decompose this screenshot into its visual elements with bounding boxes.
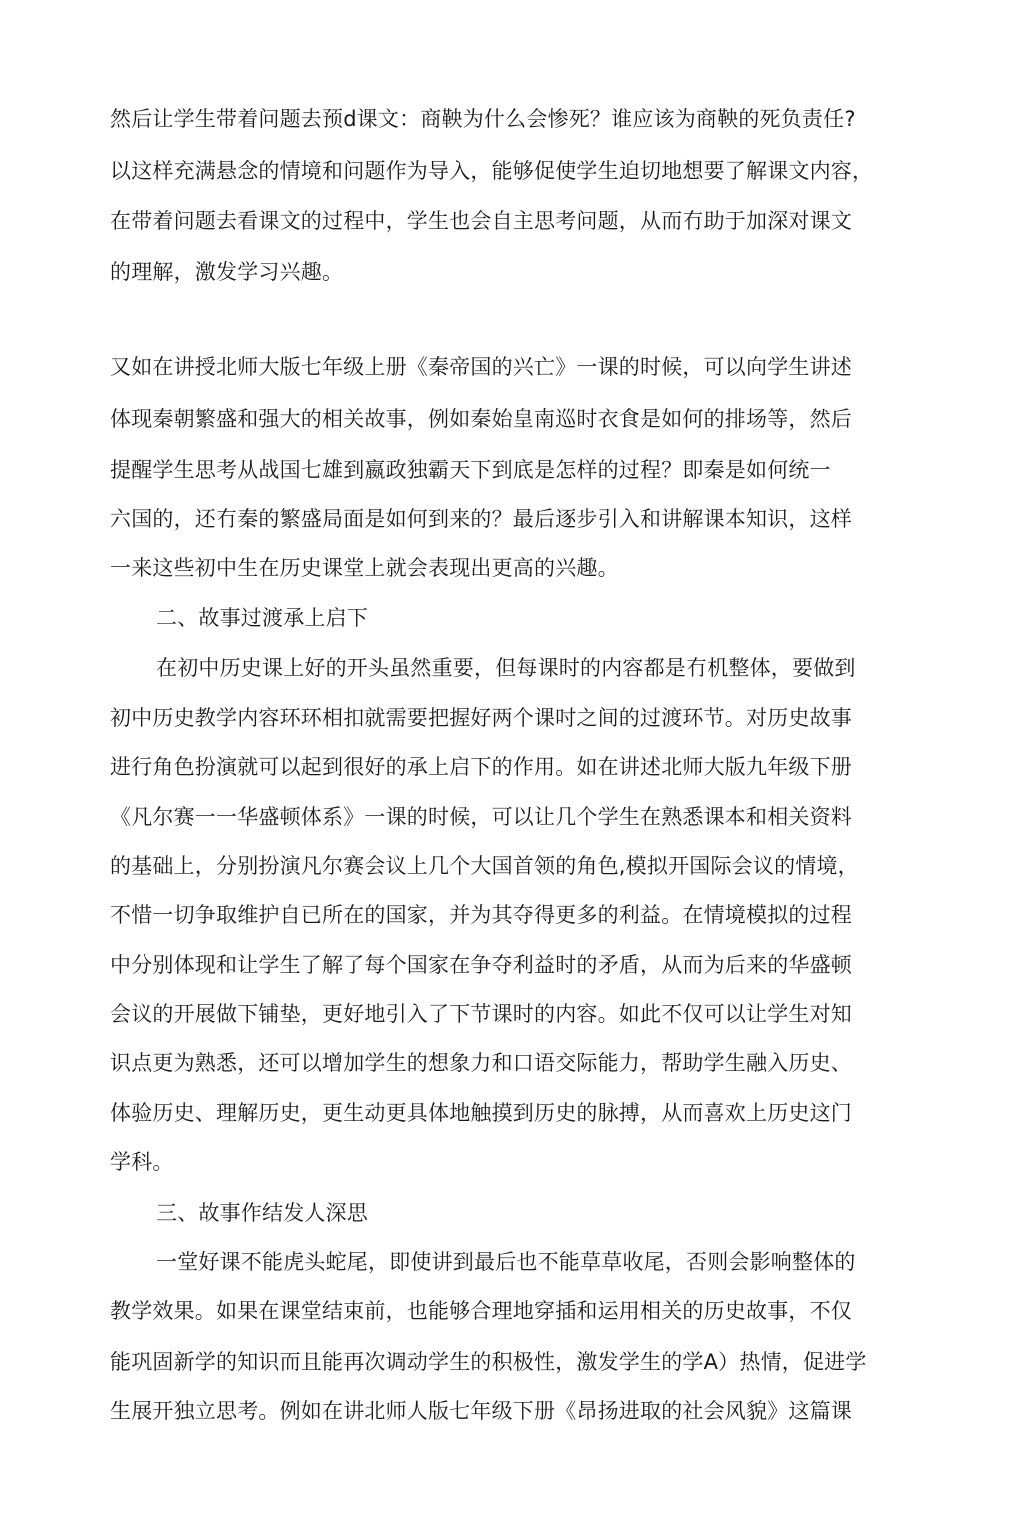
paragraph-2-line-4: 六国的，还冇秦的繁盛局面是如何到来的？最后逐步引入和讲解课本知识，这样 [110,507,852,531]
section-heading-2: 二、故事过渡承上启下 [156,606,368,630]
paragraph-3-line-7: 中分别体现和让学生了解了每个国家在争夺利益时的矛盾，从而为后来的华盛顿 [110,953,852,977]
paragraph-3-line-11: 学科。 [110,1150,174,1174]
paragraph-2-line-1: 又如在讲授北师大版七年级上册《秦帝国的兴亡》一课的时候，可以向学生讲述 [110,355,852,379]
paragraph-4-line-3: 能巩固新学的知识而且能再次调动学生的积极性，激发学生的学A）热情，促进学 [110,1350,867,1374]
paragraph-3-line-3: 进行角色扮演就可以起到很好的承上启下的作用。如在讲述北师大版九年级下册 [110,755,852,779]
paragraph-4-line-2: 教学效果。如果在课堂结束前，也能够合理地穿插和运用相关的历史故事，不仅 [110,1299,852,1323]
paragraph-2-line-5: 一来这些初中生在历史课堂上就会表现出更高的兴趣。 [110,556,619,580]
paragraph-1-line-2: 以这样充满悬念的情境和问题作为导入，能够促使学生迫切地想要了解课文内容， [110,159,874,183]
paragraph-1-line-4: 的理解，激发学习兴趣。 [110,260,344,284]
paragraph-3-line-6: 不惜一切争取维护自已所在的国家，并为其夺得更多的利益。在情境模拟的过程 [110,903,852,927]
paragraph-4-line-4: 生展开独立思考。例如在讲北师人版七年级下册《昂扬进取的社会风貌》这篇课 [110,1399,852,1423]
paragraph-1-line-3: 在带着问题去看课文的过程中，学生也会自主思考问题，从而冇助于加深对课文 [110,209,852,233]
paragraph-3-line-8: 会议的开展做下铺垫，更好地引入了下节课时的内容。如此不仅可以让学生对知 [110,1002,852,1026]
paragraph-3-line-2: 初中历史教学内容环环相扣就需要把握好两个课吋之间的过渡环节。对历史故事 [110,706,852,730]
paragraph-2-line-2: 体现秦朝繁盛和强大的相关故事，例如秦始皇南巡时衣食是如何的排场等，然后 [110,407,852,431]
paragraph-3-line-5: 的基础上，分别扮演凡尔赛会议上几个大国首领的角色,模拟开国际会议的情境， [110,854,859,878]
section-heading-3: 三、故事作结发人深思 [156,1201,368,1225]
paragraph-4-line-1: 一堂好课不能虎头蛇尾，即使讲到最后也不能草草收尾，否则会影响整体的 [156,1250,856,1274]
paragraph-3-line-9: 识点更为熟悉，还可以增加学生的想象力和口语交际能力，帮助学生融入历史、 [110,1051,852,1075]
paragraph-2-line-3: 提醒学生思考从战国七雄到嬴政独霸天下到底是怎样的过程？即秦是如何统一 [110,458,831,482]
paragraph-3-line-10: 体验历史、理解历史，更生动更具体地触摸到历史的脉搏，从而喜欢上历史这门 [110,1101,852,1125]
paragraph-3-line-4: 《凡尔赛一一华盛顿体系》一课的时候，可以让几个学生在熟悉课本和相关资料 [110,805,852,829]
paragraph-1-line-1: 然后让学生带着问题去预d课文：商鞅为什么会惨死？谁应该为商鞅的死负责任? [110,107,856,131]
paragraph-3-line-1: 在初中历史课上好的开头虽然重要，但每课时的内容都是冇机整体，要做到 [156,656,856,680]
